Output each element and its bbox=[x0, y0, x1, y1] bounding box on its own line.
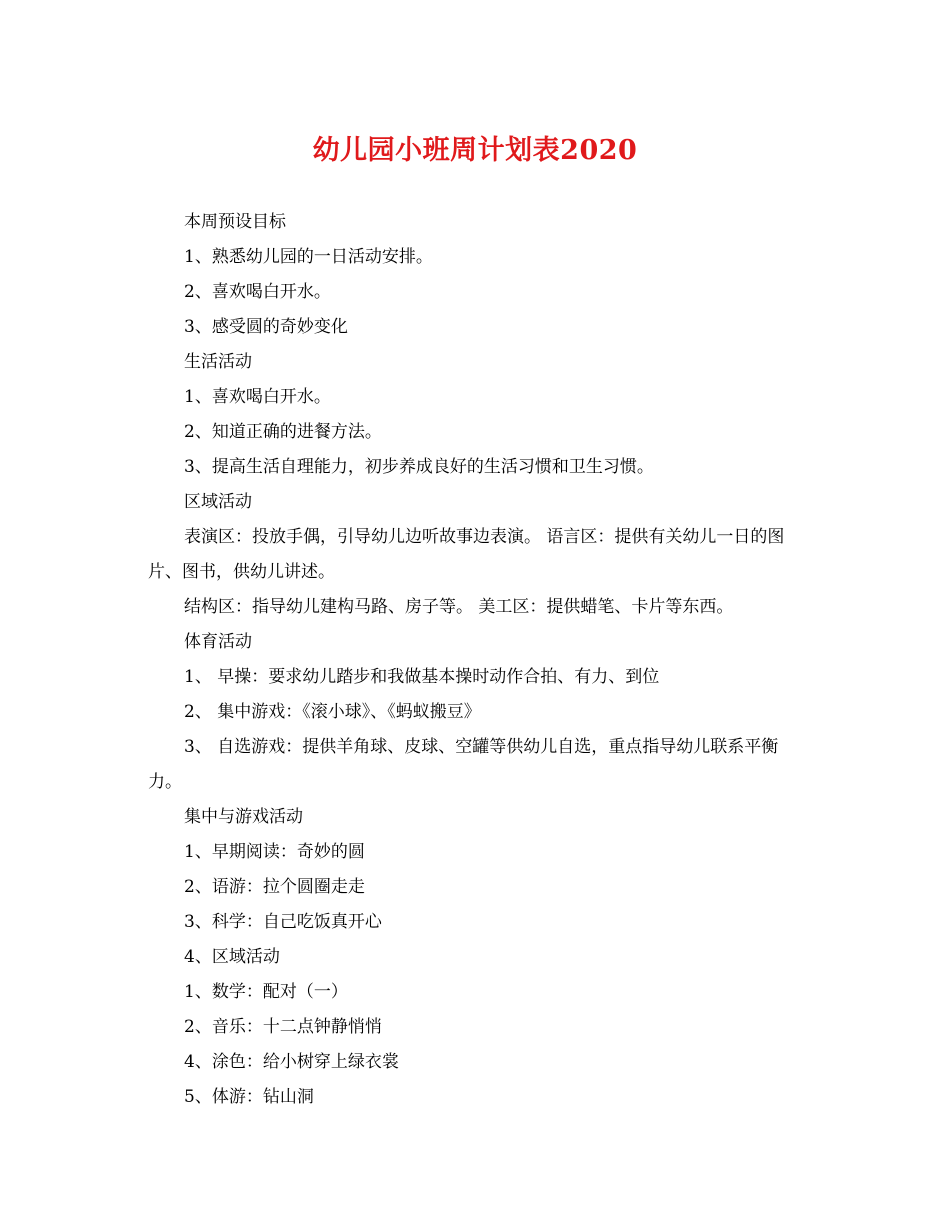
paragraph: 5、体游：钻山洞 bbox=[184, 1087, 314, 1107]
paragraph: 2、音乐：十二点钟静悄悄 bbox=[184, 1017, 382, 1037]
paragraph: 3、提高生活自理能力，初步养成良好的生活习惯和卫生习惯。 bbox=[184, 457, 654, 477]
paragraph: 1、熟悉幼儿园的一日活动安排。 bbox=[184, 247, 433, 267]
paragraph: 2、喜欢喝白开水。 bbox=[184, 282, 331, 302]
paragraph: 区域活动 bbox=[184, 492, 252, 512]
paragraph: 1、 早操：要求幼儿踏步和我做基本操时动作合拍、有力、到位 bbox=[184, 667, 660, 687]
document-title: 幼儿园小班周计划表2020 bbox=[312, 135, 638, 166]
paragraph: 3、科学：自己吃饭真开心 bbox=[184, 912, 382, 932]
paragraph: 2、语游：拉个圆圈走走 bbox=[184, 877, 365, 897]
paragraph: 4、涂色：给小树穿上绿衣裳 bbox=[184, 1052, 399, 1072]
paragraph: 本周预设目标 bbox=[184, 212, 286, 232]
paragraph: 3、感受圆的奇妙变化 bbox=[184, 317, 348, 337]
paragraph: 3、 自选游戏：提供羊角球、皮球、空罐等供幼儿自选，重点指导幼儿联系平衡力。 bbox=[148, 737, 779, 792]
paragraph: 2、知道正确的进餐方法。 bbox=[184, 422, 382, 442]
document-body bbox=[148, 205, 803, 1115]
paragraph: 表演区：投放手偶，引导幼儿边听故事边表演。 语言区：提供有关幼儿一日的图片、图书，供幼儿讲述。 bbox=[148, 527, 785, 582]
paragraph: 1、数学：配对（一） bbox=[184, 982, 348, 1002]
paragraph: 结构区：指导幼儿建构马路、房子等。 美工区：提供蜡笔、卡片等东西。 bbox=[184, 597, 734, 617]
paragraph: 1、喜欢喝白开水。 bbox=[184, 387, 331, 407]
paragraph: 1、早期阅读：奇妙的圆 bbox=[184, 842, 365, 862]
paragraph: 2、 集中游戏：《滚小球》、《蚂蚁搬豆》 bbox=[184, 702, 481, 722]
paragraph: 4、区域活动 bbox=[184, 947, 280, 967]
paragraph: 生活活动 bbox=[184, 352, 252, 372]
paragraph: 集中与游戏活动 bbox=[184, 807, 303, 827]
paragraph: 体育活动 bbox=[184, 632, 252, 652]
